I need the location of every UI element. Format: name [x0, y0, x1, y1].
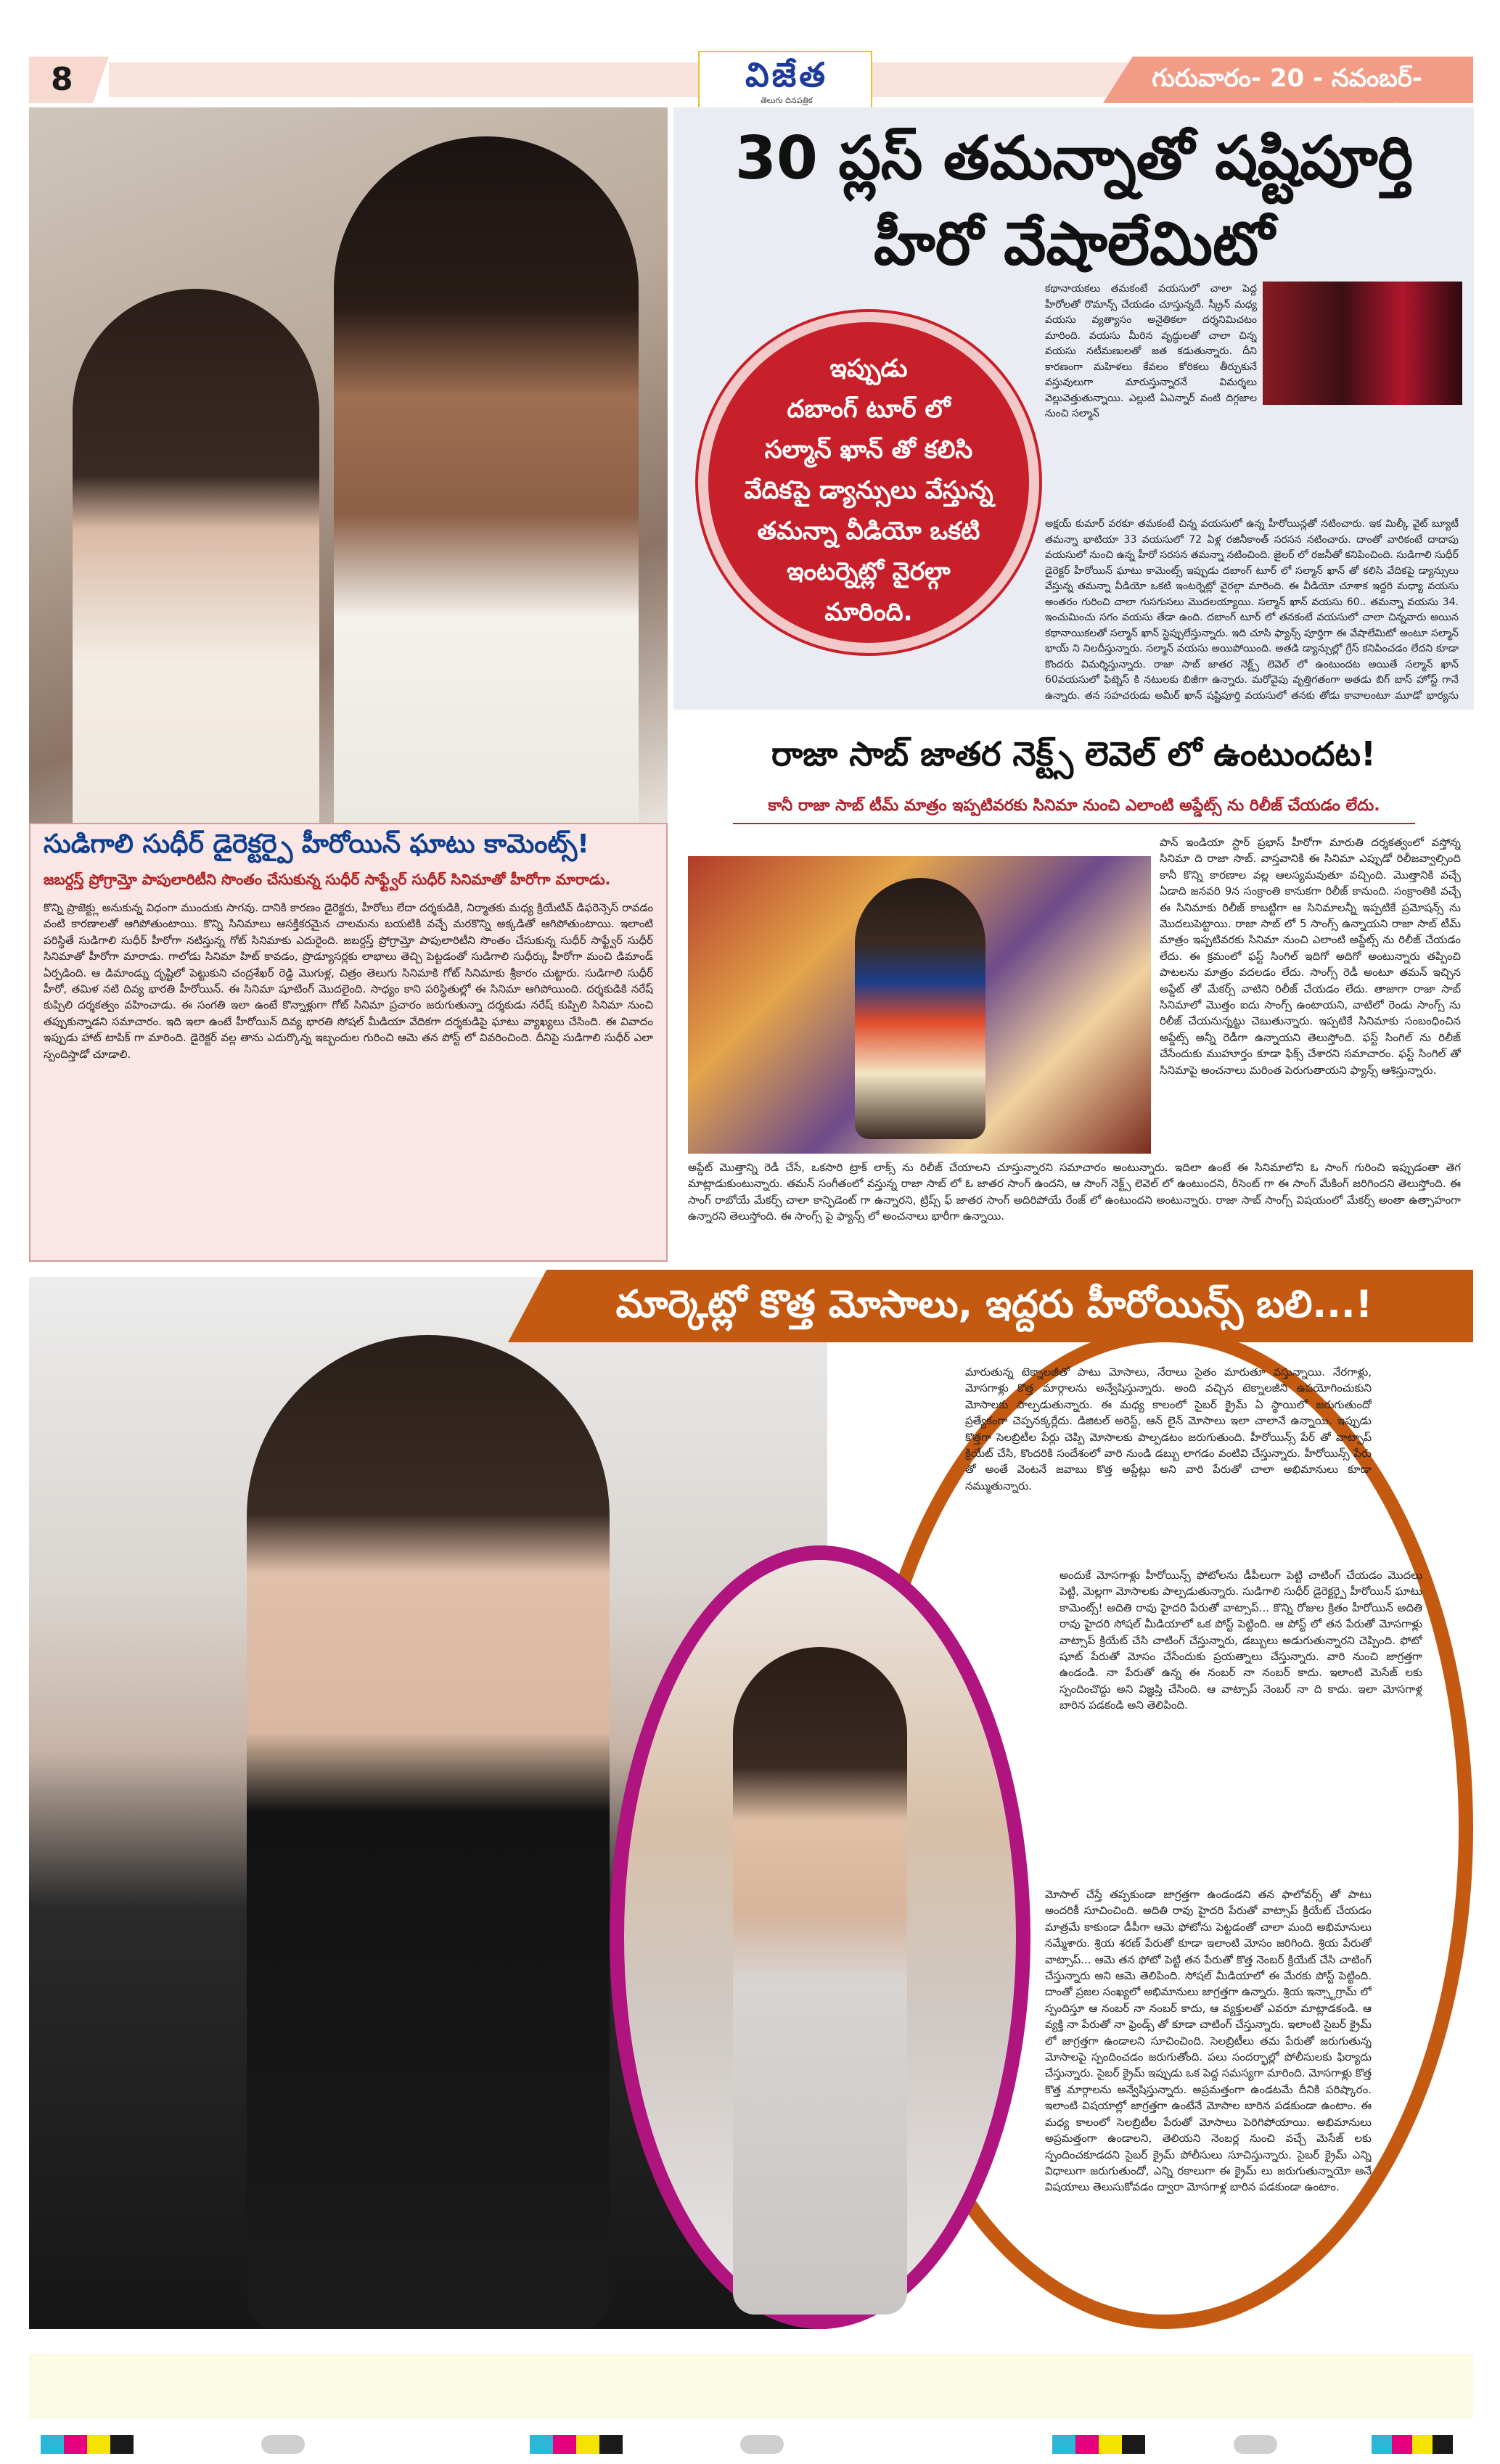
callout-line: ఇంటర్నెట్లో వైరల్గా [787, 557, 951, 586]
story1-inset-photo [1263, 282, 1462, 405]
story1-body-wide: అక్షయ్ కుమార్ వరకూ తమకంటే చిన్న వయసులో ఉన్న హీరోయిన్లతో నటించారు. ఇక మిల్కీ వైట్ బ్యూటీ తమన్నా భాటియా 33 వయసులో 72 ఏళ్ల రజినీకాంత్ సరసన నటించారు. దాంతో వారికంటే దాదాపు వయసులో నుంచి ఉన్న హీరో సరసన తమన్నా నటించింది. జైలర్ లో రజనీతో కనిపించింది. సుడిగాలి సుధీర్ డైరెక్టర్ హీరోయిన్ ఘాటు కామెంట్స్ ఇప్పుడు దబాంగ్ టూర్ లో సల్మాన్ ఖాన్ తో కలిసి వేదికపై డ్యాన్సులు వేస్తున్న తమన్నా వీడియో ఒకటి ఇంటర్నెట్లో వైరల్గా మారింది. ఈ వీడియో చూశాక ఇద్దరి మధ్యా వయసు అంతరం గురించి చాలా గుసగుసలు మొదలయ్యాయి. సల్మాన్ ఖాన్ వయసు 60.. తమన్నా వయసు 34. ఇంచుమించు సగం వయసు తేడా ఉంది. దబాంగ్ టూర్ లో తనకంటే వయసులో చాలా చిన్నవారు అయిన కథానాయికలతో సల్మాన్ ఖాన్ స్టెప్పులేస్తున్నారు. ఇది చూసి ఫ్యాన్స్ పూర్తిగా ఈ వేషాలేమిటో అంటూ సల్మాన్ భాయ్ ని నిలదీస్తున్నారు. సల్మాన్ వయసు అయిపోయింది. అతడి డ్యాన్సుల్లో గ్రేస్ కనిపించడం లేదని కూడా కొందరు విమర్శిస్తున్నారు. రాజా సాబ్ జాతర నెక్ట్స్ లెవెల్ లో ఉంటుందట అయితే సల్మాన్ ఖాన్ 60వయసులో ఫిట్నెస్ కి నటులకు బిజీగా ఉన్నారు. మరోవైపు వృత్తిగతంగా అతడు బిగ్ బాస్ హోస్ట్ గానే ఉన్నారు. తన సహచరుడు అమీర్ ఖాన్ షష్టిపూర్తి వయసులో తనకు తోడు కావాలంటూ మూడో భార్యను [1045, 518, 1459, 702]
story1-headline-line2: హీరో వేషాలేమిటో [874, 210, 1274, 279]
registration-marks-far-right [1372, 2435, 1473, 2454]
callout-line: తమన్నా వీడియో ఒకటి [757, 517, 980, 546]
story3-photo [688, 856, 1151, 1154]
story3-body-right: పాన్ ఇండియా స్టార్ ప్రభాస్ హీరోగా మారుతి దర్శకత్వంలో వస్తోన్న సినిమా ది రాజా సాబ్. వాస్తవానికి ఈ సినిమా ఎప్పుడో రిలీజవ్వాల్సింది కానీ కొన్ని కారణాల వల్ల ఆలస్యమవుతూ వచ్చింది. మొత్తానికి వచ్చే ఏడాది జనవరి 9న సంక్రాంతి కానుకగా రిలీజ్ కానుంది. సంక్రాంతికి వచ్చే ఈ సినిమాకు రిలీజ్ కాబట్టిగా ఆ సినిమాలన్నీ ఇప్పటికే ప్రమోషన్స్ ను మొదలుపెట్టాయి. రాజా సాబ్ లో 5 సాంగ్స్ ఉన్నాయని రాజా సాబ్ టీమ్ మాత్రం ఇప్పటివరకు సినిమా నుంచి ఎలాంటి అప్డేట్స్ ను రిలీజ్ చేయడం లేదు. ఈ క్రమంలో ఫస్ట్ సింగిల్ ఇదిగో అదిగో అంటున్నారు తప్పించి పాటలను మాత్రం వదలడం లేదు. సాంగ్స్ రెడీ అంటూ తమన్ ఇచ్చిన అప్డేట్ తో మేకర్స్ వాటిని రిలీజ్ చేయడం లేదు. తాజాగా రాజా సాబ్ సినిమాలో మొత్తం ఐదు సాంగ్స్ ఉంటాయని, వాటిలో రెండు సాంగ్స్ ను రిలీజ్ చేయనున్నట్టు చెబుతున్నారు. ఇప్పటికే సినిమాకు సంబంధించిన అప్డేట్స్ అన్నీ రెడీగా ఉన్నాయని తెలుస్తోంది. ఫస్ట్ సింగిల్ ను రిలీజ్ చేసేందుకు ముహూర్తం కూడా ఫిక్స్ చేశారని సమాచారం. ఫస్ట్ సింగిల్ తో సినిమాపై అంచనాలు మరింత పెరుగుతాయని ఫ్యాన్స్ ఆశిస్తున్నారు. [1160, 836, 1461, 1077]
registration-marks-right [1052, 2435, 1168, 2454]
story1-photo [29, 107, 668, 823]
story4-headline: మార్కెట్లో కొత్త మోసాలు, ఇద్దరు హీరోయిన్స్ బలి...! [615, 1283, 1373, 1326]
story1-body-column: కథానాయకలు తమకంటే వయసులో చాలా పెద్ద హీరోలతో రొమాన్స్ చేయడం చూస్తున్నదే. స్క్రీన్ మధ్య వయసు వ్యత్యాసం అనైతికలా దర్శనిమిచటం మారింది. వయసు మీరిన వృద్ధులతో చాలా చిన్న వయసు నటీమణులతో జత కడుతున్నారు. దీని కారణంగా మహిళలు కేవలం కోరికలు తీర్చుకునే వస్తువులుగా మారుస్తున్నారనే విమర్శలు వెల్లువెత్తుతున్నాయి. ఎల్లుటి ఏఎన్నార్ వంటి దిగ్గజాల నుంచి సల్మాన్ [1045, 283, 1257, 419]
story3-rule [733, 823, 1415, 824]
logo-tagline: తెలుగు దినపత్రిక [761, 96, 813, 105]
photo-subject [733, 1647, 907, 2315]
page-number: 8 [51, 61, 73, 98]
newspaper-logo [698, 51, 872, 112]
registration-marks-center [530, 2435, 646, 2454]
story1-body-continued [685, 659, 1459, 705]
story1-callout-text [722, 348, 1015, 633]
story4-body-mid: అందుకే మోసగాళ్లు హీరోయిన్స్ ఫోటోలను డీపీలుగా పెట్టి చాటింగ్ చేయడం మొదలు పెట్టి, మెల్లగా మోసాలకు పాల్పడుతున్నారు. సుడిగాలి సుధీర్ డైరెక్టర్పై హీరోయిన్ ఘాటు కామెంట్స్! అదితి రావు హైదరి పేరుతో వాట్సాప్... కొన్ని రోజుల క్రితం హీరోయిన్ అదితి రావు హైదరి సోషల్ మీడియాలో ఒక పోస్ట్ పెట్టింది. ఆ పోస్ట్ లో తన పేరుతో మోసగాళ్లు వాట్సాప్ క్రియేట్ చేసి చాటింగ్ చేస్తున్నారు, డబ్బులు అడుగుతున్నారని చెప్పింది. ఫోటో షూట్ పేరుతో మోసం చేసేందుకు ప్రయత్నాలు చేస్తున్నారు. వారి నుంచి జాగ్రత్తగా ఉండండి. నా పేరుతో ఉన్న ఈ నంబర్ నా నంబర్ కాదు. ఇలాంటి మెసేజ్ లకు స్పందించొద్దు అని విజ్ఞప్తి చేసింది. ఆ వాట్సాప్ నెంబర్ నా ది కాదు. ఇలా మోసగాళ్ల బారిన పడకండి అని తెలిపింది. [1060, 1569, 1422, 1712]
photo-subject-left [73, 289, 319, 823]
story2-body: కొన్ని ప్రాజెక్ట్లు అనుకున్న విధంగా ముందుకు సాగవు. దానికి కారణం డైరెక్టరు, హీరోలు లేదా దర్శకుడికి, నిర్మాతకు మధ్య క్రియేటివ్ డిఫరెన్సెస్ రావడం వంటి కారణాలతో ఆగిపోతుంటాయి. కొన్ని సినిమాలు ఆసక్తికరమైన చాలమను బయటికి వచ్చే మరకొన్ని అక్కడితో ఆగిపోతుంటాయి. ఇలాంటి పరిస్థితే సుడిగాలి సుధీర్ హీరోగా నటిస్తున్న గోట్ సినిమాకు ఎదురైంది. జబర్దస్త్ ప్రోగ్రామ్తో పాపులారిటీని సొంతం చేసుకున్న సుధీర్ సాఫ్ట్వేర్ సుధీర్ సినిమాతో హీరోగా మారాడు. గాలోడు సినిమా హిట్ కావడం, ప్రొడ్యూసర్లకు లాభాలు తెచ్చి పెట్టడంతో సుడిగాలి సుధీర్కు హీరోగా మంచి డిమాండ్ ఏర్పడింది. ఆ డిమాండ్ను దృష్టిలో పెట్టుకుని చంద్రశేఖర్ రెడ్డి మొగుళ్ల, చిత్రం తెలుగు సినిమాకి గోట్ సినిమాకు శ్రీకారం చుట్టారు. సుడిగాలి సుధీర్ హీరో, తమిళ నటి దివ్య భారతి హీరోయిన్. ఈ సినిమా షూటింగ్ మొదలైంది. సాధ్యం కాని పరిస్థితుల్లో ఈ సినిమా ఆగిపోయింది. దర్శకుడికి నరేష్ కుప్పిలి దర్శకత్వం వహించాడు. ఈ సంగతి ఇలా ఉంటే కొన్నాళ్లుగా గోట్ సినిమా ప్రచారం జరుగుతున్నా దర్శకుడు నరేష్ కుప్పిలి సినిమా నుంచి తప్పుకున్నాడని సమాచారం. ఇది ఇలా ఉంటే హీరోయిన్ దివ్య భారతి సోషల్ మీడియా వేదికగా దర్శకుడిపై ఘాటు వ్యాఖ్యలు చేసింది. ఈ వివాదం ఇప్పుడు హాట్ టాపిక్ గా మారింది. డైరెక్టర్ వల్ల తాను ఎదుర్కొన్న ఇబ్బందుల గురించి ఆమె తన పోస్ట్ లో వివరించింది. దీనిపై సుడిగాలి సుధీర్ ఎలా స్పందిస్తాడో చూడాలి. [44, 901, 653, 1061]
story4-body-bottom: మోసాల్ చేస్తే తప్పకుండా జాగ్రత్తగా ఉండండని తన ఫాలోవర్స్ తో పాటు అందరికీ సూచించింది. అదితి రావు హైదరి పేరుతో వాట్సాప్ క్రియేట్ చేయడం మాత్రమే కాకుండా డీపీగా ఆమె ఫోటోను పెట్టడంతో చాలా మంది అభిమానులు నమ్మేశారు. శ్రియ శరణ్ పేరుతో కూడా ఇలాంటి మోసం జరిగింది. శ్రియ పేరుతో వాట్సాప్... ఆమె తన ఫోటో పెట్టి తన పేరుతో కొత్త నెంబర్ క్రియేట్ చేసి చాటింగ్ చేస్తున్నారు అని ఆమె తెలిపింది. సోషల్ మీడియాలో ఈ మేరకు పోస్ట్ పెట్టింది. దాంతో ప్రజల సంఖ్యలో అభిమానులు జాగ్రత్తగా ఉన్నారు. శ్రియ ఇన్స్టాగ్రామ్ లో స్పందిస్తూ ఆ నంబర్ నా నంబర్ కాదు, ఆ వ్యక్తులతో ఎవరూ మాట్లాడకండి. ఆ వ్యక్తి నా పేరుతో నా ఫ్రెండ్స్ తో కూడా చాటింగ్ చేస్తున్నారు. ఇలాంటి సైబర్ క్రైమ్ లో జాగ్రత్తగా ఉండాలని సూచించింది. సెలబ్రిటీలు తమ పేరుతో జరుగుతున్న మోసాలపై స్పందించడం జరుగుతోంది. పలు సందర్భాల్లో పోలీసులకు ఫిర్యాదు చేస్తున్నారు. సైబర్ క్రైమ్ ఇప్పుడు ఒక పెద్ద సమస్యగా మారింది. మోసగాళ్లు కొత్త కొత్త మార్గాలను అన్వేషిస్తున్నారు. అప్రమత్తంగా ఉండటమే దీనికి పరిష్కారం. ఇలాంటి విషయాల్లో జాగ్రత్తగా ఉంటేనే మోసాల బారిన పడకుండా ఉంటాం. ఈ మధ్య కాలంలో సెలబ్రిటీల పేరుతో మోసాలు పెరిగిపోయాయి. అభిమానులు అప్రమత్తంగా ఉండాలని, తెలియని నెంబర్ల నుంచి వచ్చే మెసేజ్ లకు స్పందించకూడదని సైబర్ క్రైమ్ పోలీసులు సూచిస్తున్నారు. సైబర్ క్రైమ్ ఎన్ని విధాలుగా జరుగుతుందో, ఎన్ని రకాలుగా ఈ క్రైమ్ లు జరుగుతున్నాయో అనే విషయాలు తెలుసుకోవడం ద్వారా మోసగాళ్ల బారిన పడకుండా ఉంటాం. [1045, 1888, 1372, 2194]
photo-subject [247, 1335, 610, 2329]
story2-headline: సుడిగాలి సుధీర్ డైరెక్టర్పై హీరోయిన్ ఘాటు కామెంట్స్! [44, 829, 589, 859]
story4-body-top: మారుతున్న టెక్నాలజీతో పాటు మోసాలు, నేరాలు సైతం మారుతూ వస్తున్నాయి. నేరగాళ్లు, మోసగాళ్లు కొత్త మార్గాలను అన్వేషిస్తున్నారు. అంది వచ్చిన టెక్నాలజీని ఉపయోగించుకుని మోసాలకు పాల్పడుతున్నారు. ఈ మధ్య కాలంలో సైబర్ క్రైమ్ ఏ స్థాయిలో జరుగుతుందో ప్రత్యేకంగా చెప్పనక్కర్లేదు. డిజిటల్ అరెస్ట్, ఆన్ లైన్ మోసాలు ఇలా చాలానే ఉన్నాయి. ఇప్పుడు కొత్తగా సెలబ్రిటీల పేర్లు చెప్పి మోసాలకు పాల్పడటం జరుగుతుంది. హీరోయిన్స్ పేర్ తో వాట్సాప్ క్రియేట్ చేసి, కొందరికి సందేశంలో వారి నుండి డబ్బు లాగడం వంటివి చేస్తున్నారు. హీరోయిన్స్ పేరు తో అంతే వెంటనే జవాబు కొత్త అప్డేట్లు అని వారి పేరుతో చాలా అభిమానులు కూడా నమ్ముతున్నారు. [965, 1366, 1372, 1492]
story1-headline [682, 116, 1466, 287]
masthead [29, 57, 1473, 103]
callout-line: సల్మాన్ ఖాన్ తో కలిసి [764, 435, 973, 464]
story2-subheadline: జబర్దస్త్ ప్రోగ్రామ్తో పాపులారిటీని సొంతం చేసుకున్న సుధీర్ సాఫ్ట్వేర్ సుధీర్ సినిమాతో హీరోగా మారాడు. [44, 871, 611, 888]
callout-line: దబాంగ్ టూర్ లో [787, 395, 951, 424]
photo-subject-right [334, 136, 639, 823]
registration-mark-dot [1234, 2435, 1277, 2454]
registration-mark-dot [740, 2435, 784, 2454]
callout-line: మారింది. [824, 598, 913, 627]
registration-marks-left [41, 2435, 157, 2454]
story3-subheadline: కానీ రాజా సాబ్ టీమ్ మాత్రం ఇప్పటివరకు సినిమా నుంచి ఎలాంటి అప్డేట్స్ ను రిలీజ్ చేయడం లేదు. [768, 797, 1380, 815]
story4-inset-photo [624, 1560, 1016, 2315]
callout-line: ఇప్పుడు [829, 354, 908, 383]
issue-date: గురువారం- 20 - నవంబర్- [1152, 64, 1422, 93]
story1-headline-line1: 30 ప్లస్ తమన్నాతో షష్టిపూర్తి [734, 124, 1414, 193]
photo-subject [855, 878, 985, 1139]
registration-mark-dot [261, 2435, 305, 2454]
callout-line: వేదికపై డ్యాన్సులు వేస్తున్న [744, 476, 993, 505]
story3-body-bottom: అప్డేట్ మొత్తాన్ని రెడీ చేసే, ఒకసారి ట్రాక్ లాక్స్ ను రిలీజ్ చేయాలని చూస్తున్నారని సమాచారం అంటున్నారు. ఇదిలా ఉంటే ఈ సినిమాలోని ఓ సాంగ్ గురించి ఇప్పుడంతా తెగ మాట్లాడుకుంటున్నారు. తమన్ సంగీతంలో వస్తున్న రాజా సాబ్ లో ఓ జాతర సాంగ్ ఉందని, ఆ సాంగ్ నెక్ట్స్ లెవెల్ లో ఉంటుందని, రీసెంట్ గా ఈ సాంగ్ మేకింగ్ జరిగిందని తెలుస్తోంది. ఈ సాంగ్ రాబోయే మేకర్స్ చాలా కాన్ఫిడెంట్ గా ఉన్నారని, ట్రిప్స్ ఫ్ జాతర సాంగ్ అదిరిపోయే రేంజ్ లో ఉంటుందని అంటున్నారు. రాజా సాబ్ సాంగ్స్ విషయంలో మేకర్స్ అంతా ఉత్సాహంగా ఉన్నారని తెలుస్తోంది. ఈ సాంగ్స్ పై ఫ్యాన్స్ లో అంచనాలు భారీగా ఉన్నాయి. [688, 1161, 1461, 1223]
footer-band [29, 2354, 1473, 2419]
story3-headline: రాజా సాబ్ జాతర నెక్ట్స్ లెవెల్ లో ఉంటుందట! [771, 734, 1377, 773]
logo-text: విజేత [745, 55, 829, 94]
